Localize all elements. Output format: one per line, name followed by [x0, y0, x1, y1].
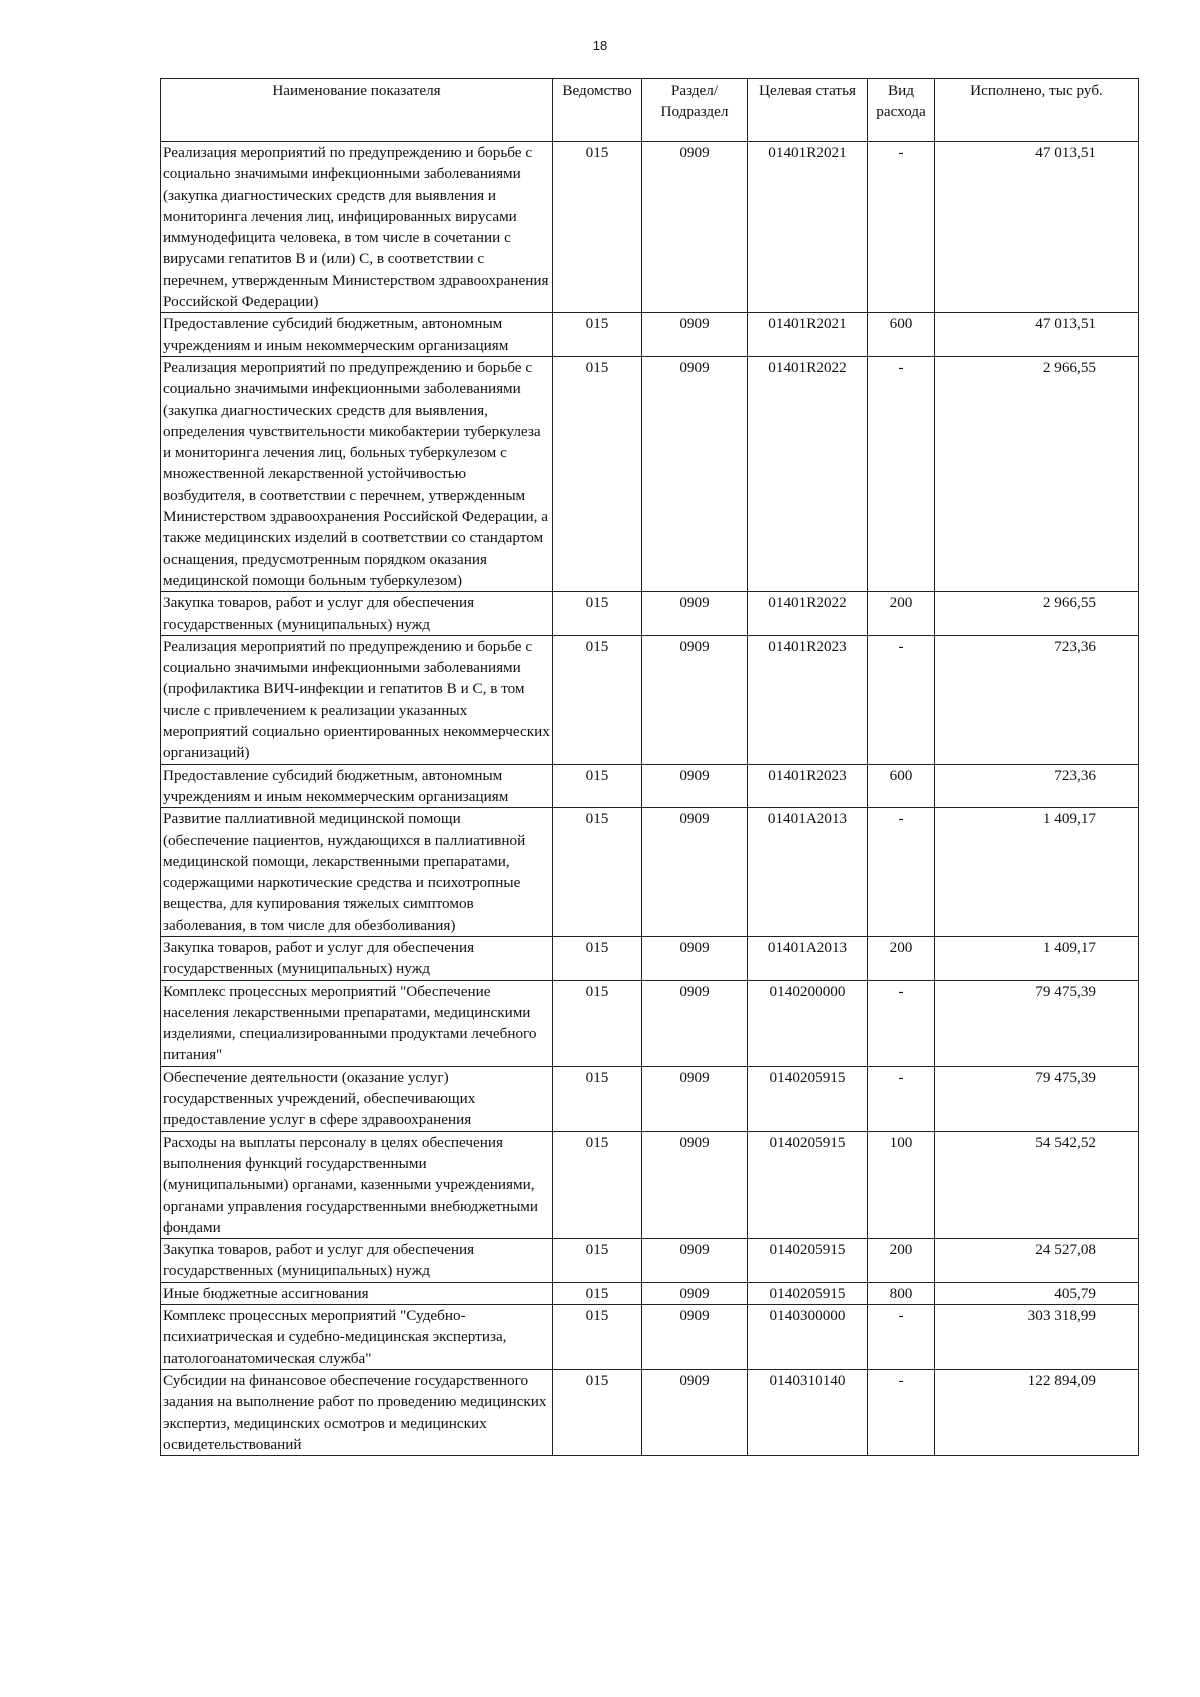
cell-indicator-name: Субсидии на финансовое обеспечение государственного задания на выполнение работ по проведению медицинских экспертиз, медицинских осмотров и медицинских освидетельствований	[161, 1369, 553, 1455]
cell-expense-kind: -	[868, 1305, 935, 1370]
cell-executed-amount: 723,36	[935, 764, 1139, 808]
cell-department: 015	[553, 808, 642, 937]
cell-department: 015	[553, 1369, 642, 1455]
cell-expense-kind: -	[868, 142, 935, 313]
cell-section: 0909	[642, 764, 748, 808]
cell-expense-kind: 600	[868, 764, 935, 808]
cell-target-article: 0140205915	[748, 1239, 868, 1283]
cell-executed-amount: 405,79	[935, 1282, 1139, 1304]
cell-target-article: 01401R2021	[748, 142, 868, 313]
header-executed-amount: Исполнено, тыс руб.	[935, 79, 1139, 142]
cell-indicator-name: Комплекс процессных мероприятий "Судебно-психиатрическая и судебно-медицинская экспертиза, патологоанатомическая служба"	[161, 1305, 553, 1370]
cell-indicator-name: Закупка товаров, работ и услуг для обеспечения государственных (муниципальных) нужд	[161, 936, 553, 980]
cell-section: 0909	[642, 635, 748, 764]
cell-section: 0909	[642, 1239, 748, 1283]
cell-section: 0909	[642, 1131, 748, 1238]
cell-target-article: 01401A2013	[748, 936, 868, 980]
header-indicator-name: Наименование показателя	[161, 79, 553, 142]
cell-department: 015	[553, 592, 642, 636]
cell-indicator-name: Развитие паллиативной медицинской помощи (обеспечение пациентов, нуждающихся в паллиативной медицинской помощи, лекарственными препаратами, содержащими наркотические средства и психотропные вещества, для купирования тяжелых симптомов заболевания, в том числе для обезболивания)	[161, 808, 553, 937]
table-body	[161, 142, 1139, 1456]
table-row	[161, 980, 1139, 1066]
cell-section: 0909	[642, 313, 748, 357]
cell-target-article: 0140300000	[748, 1305, 868, 1370]
header-target-article: Целевая статья	[748, 79, 868, 142]
cell-expense-kind: -	[868, 1369, 935, 1455]
cell-executed-amount: 1 409,17	[935, 808, 1139, 937]
cell-indicator-name: Закупка товаров, работ и услуг для обеспечения государственных (муниципальных) нужд	[161, 1239, 553, 1283]
cell-section: 0909	[642, 936, 748, 980]
cell-executed-amount: 1 409,17	[935, 936, 1139, 980]
cell-department: 015	[553, 764, 642, 808]
cell-department: 015	[553, 313, 642, 357]
table-row	[161, 1282, 1139, 1304]
cell-section: 0909	[642, 592, 748, 636]
budget-execution-table	[160, 78, 1139, 1456]
cell-indicator-name: Расходы на выплаты персоналу в целях обеспечения выполнения функций государственными (муниципальными) органами, казенными учреждениями, органами управления государственными внебюджетными фондами	[161, 1131, 553, 1238]
cell-target-article: 01401R2023	[748, 635, 868, 764]
cell-expense-kind: 100	[868, 1131, 935, 1238]
cell-target-article: 0140205915	[748, 1131, 868, 1238]
table-row	[161, 1239, 1139, 1283]
cell-indicator-name: Предоставление субсидий бюджетным, автономным учреждениям и иным некоммерческим организациям	[161, 764, 553, 808]
table-row	[161, 635, 1139, 764]
cell-executed-amount: 303 318,99	[935, 1305, 1139, 1370]
cell-section: 0909	[642, 980, 748, 1066]
cell-indicator-name: Реализация мероприятий по предупреждению и борьбе с социально значимыми инфекционными заболеваниями (закупка диагностических средств для выявления, определения чувствительности микобактерии туберкулеза и мониторинга лечения лиц, больных туберкулезом с множественной лекарственной устойчивостью возбудителя, в соответствии с перечнем, утвержденным Министерством здравоохранения Российской Федерации, а также медицинских изделий в соответствии со стандартом оснащения, предусмотренным порядком оказания медицинской помощи больным туберкулезом)	[161, 356, 553, 591]
table-row	[161, 592, 1139, 636]
cell-expense-kind: 200	[868, 592, 935, 636]
cell-target-article: 01401R2022	[748, 592, 868, 636]
cell-department: 015	[553, 1131, 642, 1238]
cell-executed-amount: 2 966,55	[935, 592, 1139, 636]
cell-department: 015	[553, 356, 642, 591]
header-department: Ведомство	[553, 79, 642, 142]
cell-indicator-name: Обеспечение деятельности (оказание услуг) государственных учреждений, обеспечивающих предоставление услуг в сфере здравоохранения	[161, 1066, 553, 1131]
cell-department: 015	[553, 142, 642, 313]
cell-section: 0909	[642, 142, 748, 313]
table-row	[161, 764, 1139, 808]
cell-indicator-name: Реализация мероприятий по предупреждению и борьбе с социально значимыми инфекционными заболеваниями (профилактика ВИЧ-инфекции и гепатитов B и C, в том числе с привлечением к реализации указанных мероприятий социально ориентированных некоммерческих организаций)	[161, 635, 553, 764]
cell-executed-amount: 47 013,51	[935, 313, 1139, 357]
cell-department: 015	[553, 980, 642, 1066]
cell-executed-amount: 54 542,52	[935, 1131, 1139, 1238]
cell-indicator-name: Комплекс процессных мероприятий "Обеспечение населения лекарственными препаратами, медицинскими изделиями, специализированными продуктами лечебного питания"	[161, 980, 553, 1066]
header-section: Раздел/ Подраздел	[642, 79, 748, 142]
cell-executed-amount: 79 475,39	[935, 1066, 1139, 1131]
cell-target-article: 01401R2021	[748, 313, 868, 357]
cell-executed-amount: 79 475,39	[935, 980, 1139, 1066]
cell-department: 015	[553, 1282, 642, 1304]
table-row	[161, 1305, 1139, 1370]
cell-department: 015	[553, 1066, 642, 1131]
cell-section: 0909	[642, 1369, 748, 1455]
cell-target-article: 01401A2013	[748, 808, 868, 937]
cell-target-article: 01401R2022	[748, 356, 868, 591]
cell-target-article: 0140205915	[748, 1282, 868, 1304]
cell-section: 0909	[642, 1282, 748, 1304]
cell-indicator-name: Иные бюджетные ассигнования	[161, 1282, 553, 1304]
page-number: 18	[592, 38, 608, 53]
header-row	[161, 79, 1139, 142]
cell-section: 0909	[642, 1305, 748, 1370]
table-row	[161, 313, 1139, 357]
cell-section: 0909	[642, 356, 748, 591]
cell-target-article: 01401R2023	[748, 764, 868, 808]
cell-indicator-name: Предоставление субсидий бюджетным, автономным учреждениям и иным некоммерческим организациям	[161, 313, 553, 357]
cell-expense-kind: -	[868, 980, 935, 1066]
table-row	[161, 808, 1139, 937]
cell-target-article: 0140200000	[748, 980, 868, 1066]
table-row	[161, 356, 1139, 591]
header-expense-kind: Вид расхода	[868, 79, 935, 142]
cell-expense-kind: -	[868, 356, 935, 591]
cell-executed-amount: 122 894,09	[935, 1369, 1139, 1455]
cell-expense-kind: -	[868, 635, 935, 764]
cell-executed-amount: 47 013,51	[935, 142, 1139, 313]
cell-expense-kind: 200	[868, 1239, 935, 1283]
cell-section: 0909	[642, 1066, 748, 1131]
cell-executed-amount: 2 966,55	[935, 356, 1139, 591]
cell-section: 0909	[642, 808, 748, 937]
cell-expense-kind: -	[868, 1066, 935, 1131]
table-header	[161, 79, 1139, 142]
cell-department: 015	[553, 1305, 642, 1370]
cell-department: 015	[553, 936, 642, 980]
cell-indicator-name: Закупка товаров, работ и услуг для обеспечения государственных (муниципальных) нужд	[161, 592, 553, 636]
cell-expense-kind: -	[868, 808, 935, 937]
cell-executed-amount: 24 527,08	[935, 1239, 1139, 1283]
table-row	[161, 142, 1139, 313]
cell-indicator-name: Реализация мероприятий по предупреждению и борьбе с социально значимыми инфекционными заболеваниями (закупка диагностических средств для выявления и мониторинга лечения лиц, инфицированных вирусами иммунодефицита человека, в том числе в сочетании с вирусами гепатитов B и (или) C, в соответствии с перечнем, утвержденным Министерством здравоохранения Российской Федерации)	[161, 142, 553, 313]
table-row	[161, 1066, 1139, 1131]
table-row	[161, 1131, 1139, 1238]
cell-target-article: 0140310140	[748, 1369, 868, 1455]
cell-expense-kind: 200	[868, 936, 935, 980]
cell-department: 015	[553, 635, 642, 764]
cell-target-article: 0140205915	[748, 1066, 868, 1131]
cell-expense-kind: 600	[868, 313, 935, 357]
table-row	[161, 1369, 1139, 1455]
cell-executed-amount: 723,36	[935, 635, 1139, 764]
cell-department: 015	[553, 1239, 642, 1283]
cell-expense-kind: 800	[868, 1282, 935, 1304]
table-row	[161, 936, 1139, 980]
